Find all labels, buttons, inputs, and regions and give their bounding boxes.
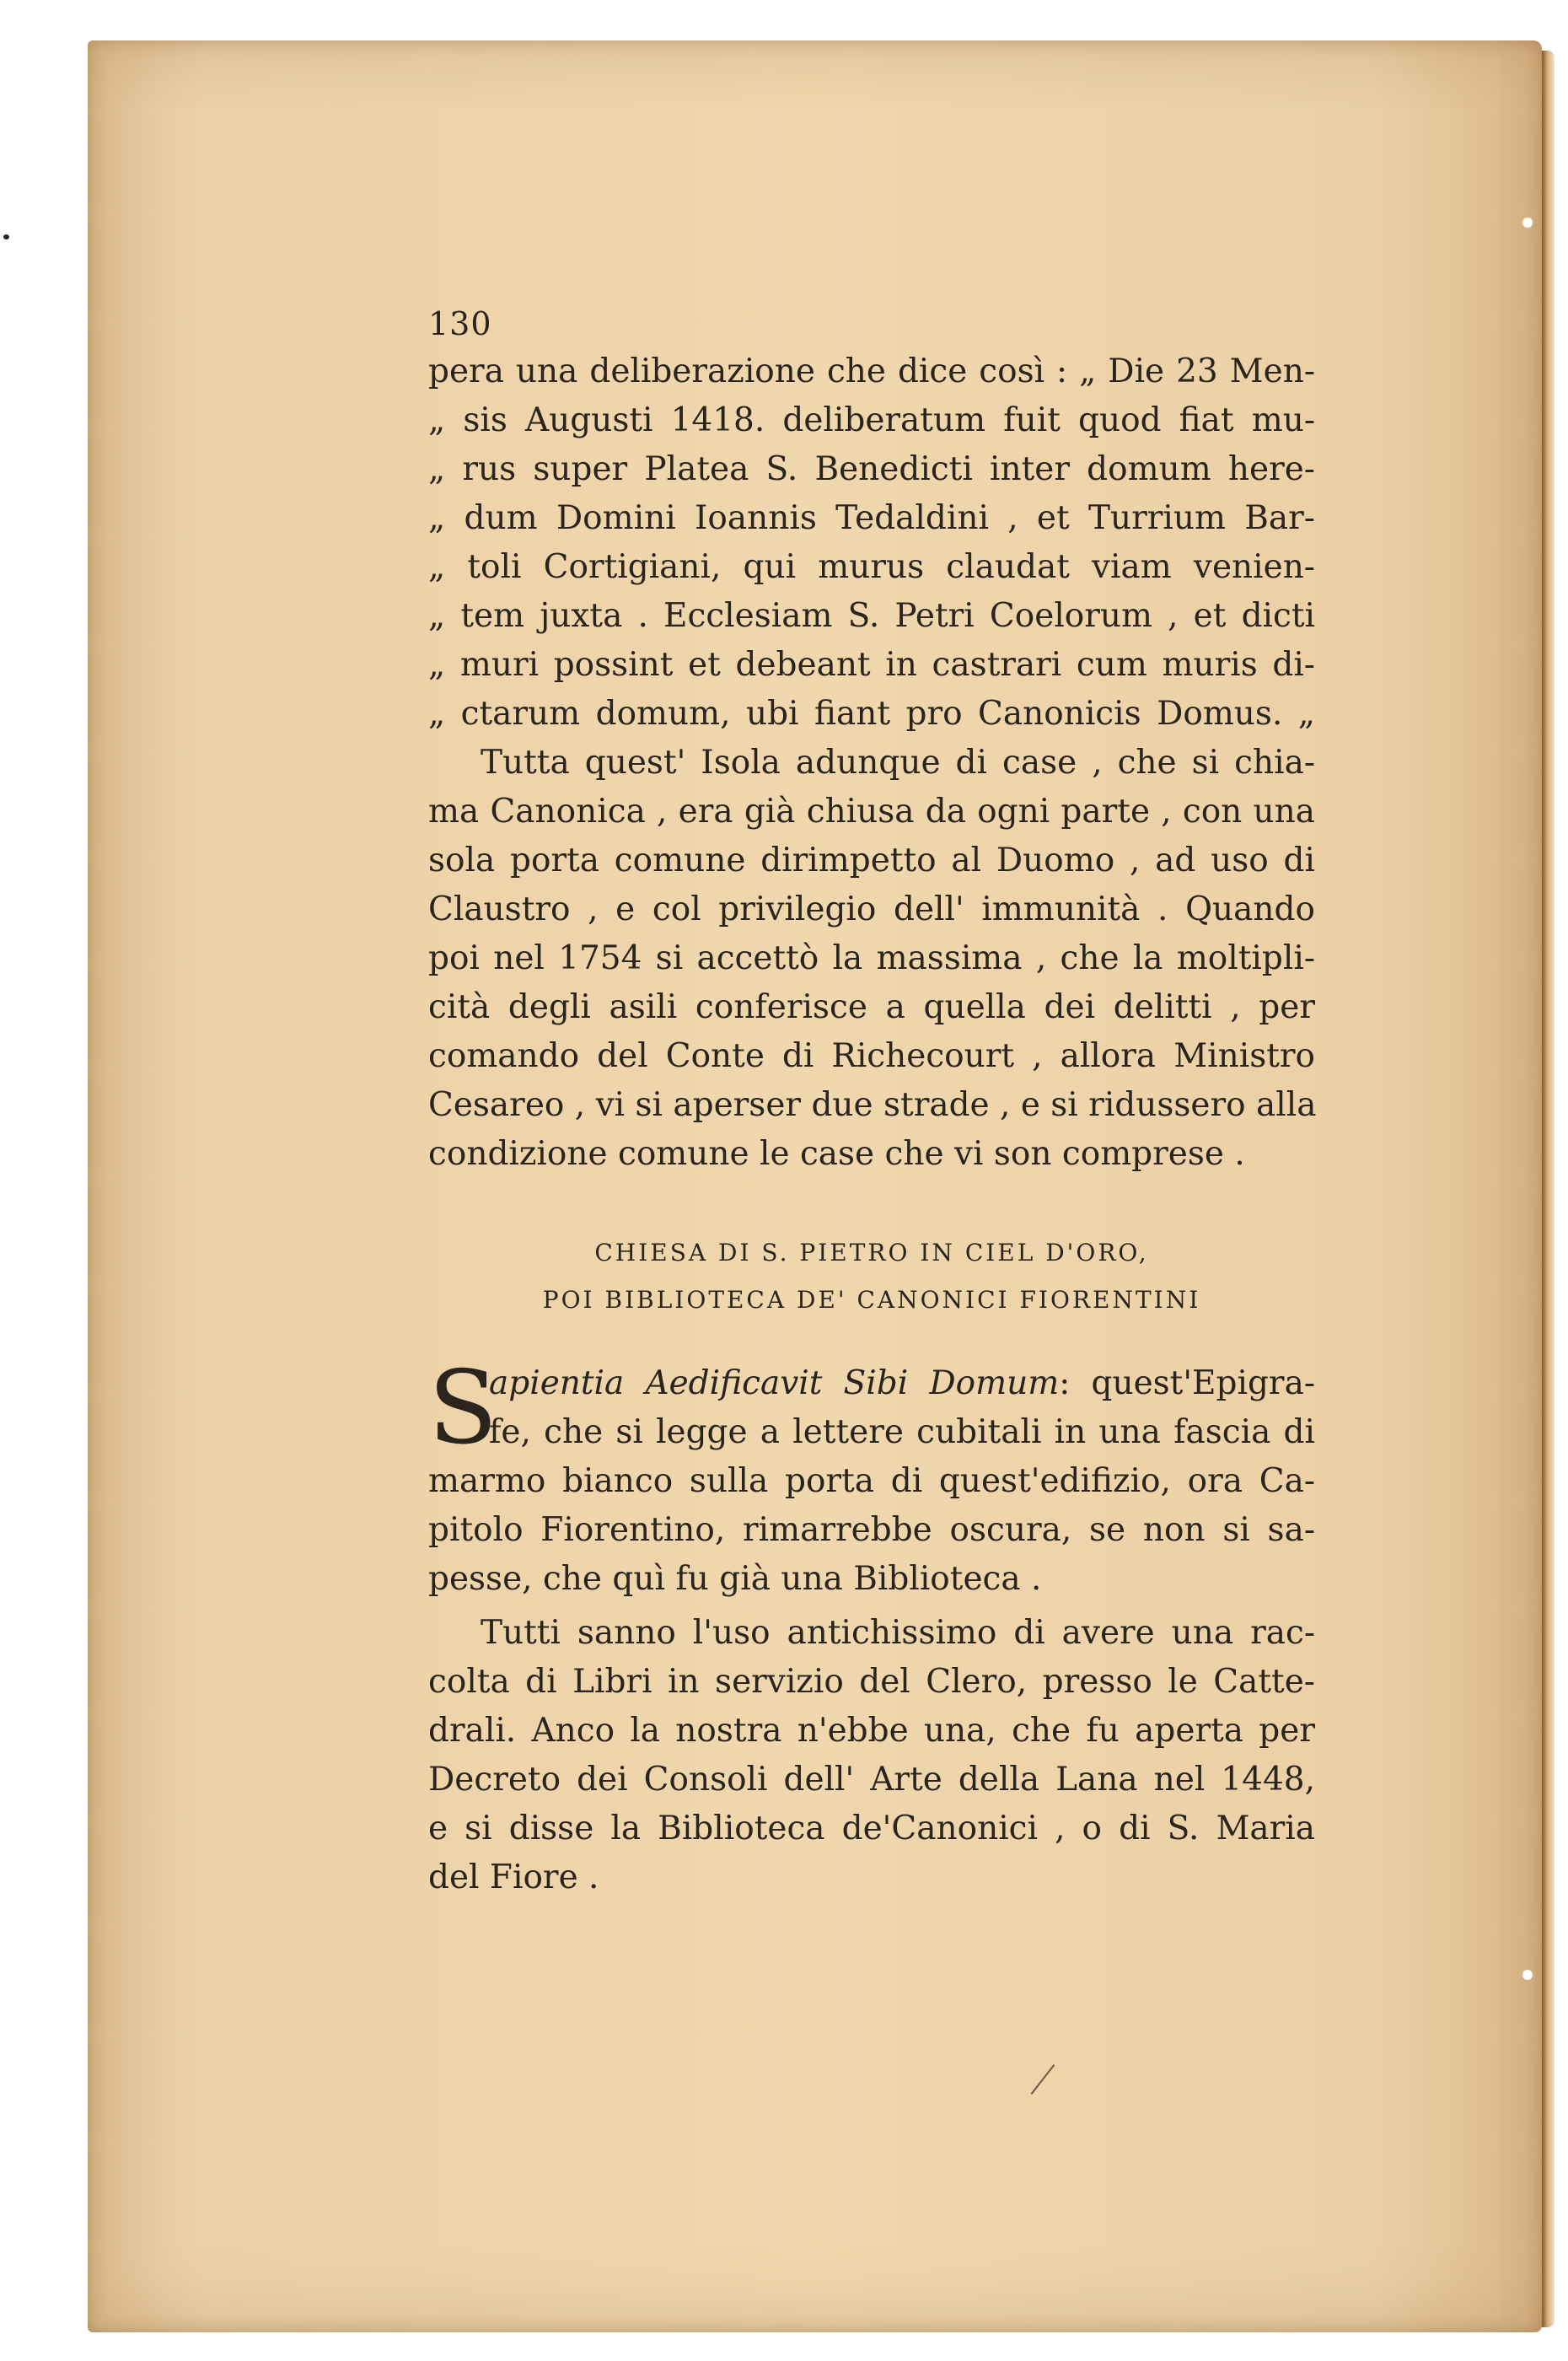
text-line: „ tem juxta . Ecclesiam S. Petri Coelorum , et dicti [428, 597, 1315, 635]
text-line [428, 1359, 1315, 1408]
text-line: pesse, che quì fu già una Biblioteca . [428, 1560, 1042, 1598]
binding-hole [1522, 218, 1533, 228]
text-line: ma Canonica , era già chiusa da ogni parte , con una [428, 793, 1315, 831]
text-line: Tutti sanno l'uso antichissimo di avere una rac- [481, 1614, 1315, 1652]
text-line: fe, che si legge a lettere cubitali in una fascia di [489, 1413, 1315, 1451]
sapientia-paragraph [428, 1350, 1315, 1604]
text-line: Claustro , e col privilegio dell' immunità . Quando [428, 890, 1315, 928]
text-line: Decreto dei Consoli dell' Arte della Lana nel 1448, [428, 1761, 1315, 1799]
page-number: 130 [428, 305, 492, 342]
ink-speck [3, 234, 9, 239]
drop-cap: S [428, 1350, 498, 1467]
text-line: del Fiore . [428, 1858, 599, 1896]
text-line: cità degli asili conferisce a quella dei delitti , per [428, 988, 1315, 1026]
text-line: marmo bianco sulla porta di quest'edifizio, ora Ca- [428, 1462, 1315, 1500]
text-line: comando del Conte di Richecourt , allora Ministro [428, 1037, 1315, 1075]
text-line: Cesareo , vi si aperser due strade , e si ridussero alla [428, 1086, 1317, 1124]
epigraph-rest: : quest'Epigra- [1059, 1364, 1315, 1402]
text-line: drali. Anco la nostra n'ebbe una, che fu aperta per [428, 1712, 1315, 1750]
text-line: sola porta comune dirimpetto al Duomo , ad uso di [428, 842, 1315, 879]
text-line: „ muri possint et debeant in castrari cum muris di- [428, 646, 1315, 684]
text-line: „ dum Domini Ioannis Tedaldini , et Turrium Bar- [428, 499, 1315, 537]
text-line: Tutta quest' Isola adunque di case , che si chia- [481, 744, 1315, 782]
text-line: e si disse la Biblioteca de'Canonici , o di S. Maria [428, 1810, 1315, 1847]
epigraph-italic: apientia Aedificavit Sibi Domum [489, 1364, 1060, 1402]
section-heading-line: POI BIBLIOTECA DE' CANONICI FIORENTINI [542, 1286, 1201, 1314]
text-line: pitolo Fiorentino, rimarrebbe oscura, se non si sa- [428, 1511, 1315, 1549]
text-line: pera una deliberazione che dice così : „ Die 23 Men- [428, 352, 1315, 390]
section-heading-line: CHIESA DI S. PIETRO IN CIEL D'ORO, [594, 1239, 1149, 1267]
text-line: „ rus super Platea S. Benedicti inter domum here- [428, 450, 1315, 488]
isola-paragraph [428, 739, 1315, 1179]
tutti-paragraph [428, 1609, 1315, 1902]
text-line: condizione comune le case che vi son comprese . [428, 1135, 1245, 1173]
binding-hole [1522, 1970, 1533, 1980]
text-line: „ ctarum domum, ubi fiant pro Canonicis Domus. „ [428, 695, 1315, 733]
intro-quote-paragraph [428, 347, 1315, 739]
page-text-block [428, 300, 1315, 1902]
text-line: „ toli Cortigiani, qui murus claudat viam venien- [428, 548, 1315, 586]
text-line: colta di Libri in servizio del Clero, presso le Catte- [428, 1663, 1315, 1701]
text-line: „ sis Augusti 1418. deliberatum fuit quod fiat mu- [428, 401, 1315, 439]
text-line: poi nel 1754 si accettò la massima , che la moltipli- [428, 939, 1315, 977]
